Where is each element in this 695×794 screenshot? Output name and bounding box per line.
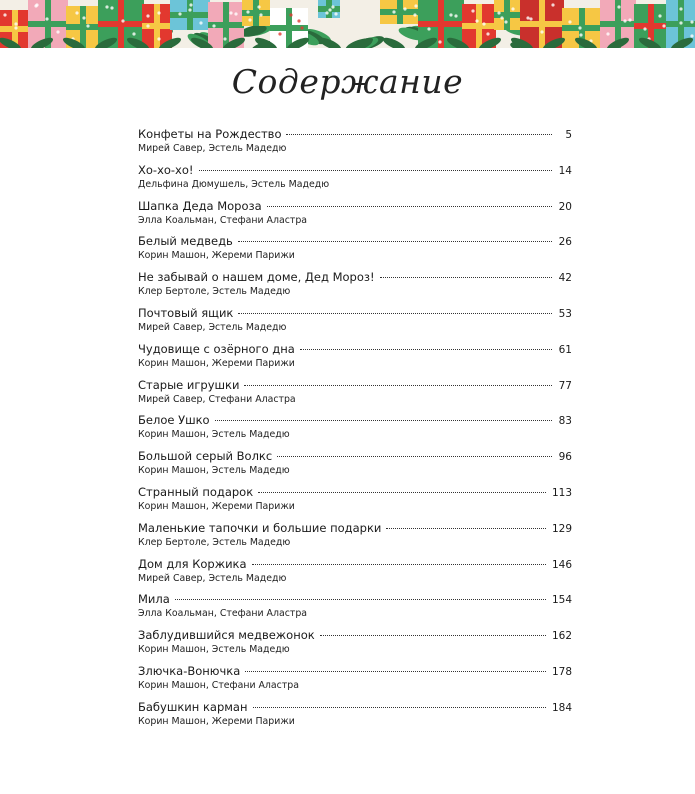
toc-entry[interactable] (138, 412, 572, 448)
page-number: 77 (558, 379, 572, 392)
story-title: Злючка-Вонючка (138, 663, 241, 678)
toc-entry-line (138, 663, 572, 680)
toc-entry-line (138, 591, 572, 608)
story-authors: Клер Бертоле, Эстель Мадедю (138, 536, 291, 548)
toc-entry[interactable] (138, 484, 572, 520)
toc-entry-line (138, 520, 572, 537)
toc-entry-line (138, 484, 572, 501)
dot-leader (238, 241, 552, 242)
story-title: Белое Ушко (138, 413, 210, 428)
story-authors: Корин Машон, Жереми Парижи (138, 715, 295, 727)
story-authors: Элла Коальман, Стефани Аластра (138, 608, 308, 620)
toc-entry-line (138, 448, 572, 465)
story-authors: Мирей Савер, Эстель Мадедю (138, 321, 287, 333)
story-authors: Корин Машон, Эстель Мадедю (138, 465, 290, 477)
toc-entry-line (138, 269, 572, 286)
story-authors: Мирей Савер, Стефани Аластра (138, 393, 296, 405)
dot-leader (386, 528, 546, 529)
page-number: 184 (551, 701, 572, 714)
page-number: 14 (558, 164, 572, 177)
toc-entry[interactable] (138, 520, 572, 556)
page-number: 5 (565, 129, 572, 141)
dot-leader (244, 385, 552, 386)
toc-entry-line (138, 341, 572, 358)
story-title: Большой серый Волкс (138, 449, 273, 464)
toc-entry-line (138, 305, 572, 322)
story-authors: Корин Машон, Жереми Парижи (138, 250, 295, 262)
table-of-contents (138, 126, 572, 735)
toc-entry[interactable] (138, 126, 572, 162)
toc-entry-line (138, 233, 572, 250)
page-number: 162 (551, 630, 572, 643)
toc-entry[interactable] (138, 233, 572, 269)
page-number: 96 (558, 451, 572, 464)
page-number: 26 (558, 236, 572, 249)
toc-entry-line (138, 699, 572, 716)
toc-entry[interactable] (138, 448, 572, 484)
toc-entry[interactable] (138, 627, 572, 663)
dot-leader (199, 170, 552, 171)
toc-entry-line (138, 412, 572, 429)
story-title: Маленькие тапочки и большие подарки (138, 520, 382, 535)
story-authors: Корин Машон, Жереми Парижи (138, 357, 295, 369)
page-number: 53 (558, 307, 572, 320)
toc-entry-line (138, 556, 572, 573)
dot-leader (286, 134, 552, 135)
story-title: Конфеты на Рождество (138, 127, 282, 141)
dot-leader (245, 671, 546, 672)
story-title: Странный подарок (138, 484, 254, 499)
dot-leader (215, 420, 552, 421)
page-number: 83 (558, 415, 572, 428)
toc-entry-line (138, 126, 572, 143)
page-number: 129 (551, 522, 572, 535)
story-authors: Корин Машон, Стефани Аластра (138, 679, 299, 691)
toc-entry[interactable] (138, 269, 572, 305)
toc-entry[interactable] (138, 556, 572, 592)
toc-entry-line (138, 377, 572, 394)
toc-entry[interactable] (138, 305, 572, 341)
dot-leader (258, 492, 546, 493)
story-authors: Дельфина Дюмушель, Эстель Мадедю (138, 178, 330, 190)
toc-entry-line (138, 162, 572, 179)
gift-box-banner (0, 0, 695, 48)
story-authors: Клер Бертоле, Эстель Мадедю (138, 286, 291, 298)
page-title: Содержание (231, 62, 464, 101)
dot-leader (277, 456, 552, 457)
story-title: Заблудившийся медвежонок (138, 628, 315, 643)
story-title: Почтовый ящик (138, 305, 234, 320)
page-number: 154 (551, 594, 572, 607)
page-number: 42 (558, 272, 572, 285)
dot-leader (380, 277, 552, 278)
dot-leader (252, 564, 546, 565)
dot-leader (238, 313, 552, 314)
toc-entry[interactable] (138, 699, 572, 735)
story-title: Не забывай о нашем доме, Дед Мороз! (138, 270, 375, 285)
page-number: 146 (551, 558, 572, 571)
toc-entry[interactable] (138, 377, 572, 413)
story-authors: Корин Машон, Жереми Парижи (138, 500, 295, 512)
story-title: Старые игрушки (138, 377, 240, 392)
story-title: Дом для Коржика (138, 556, 247, 571)
story-title: Хо-хо-хо! (138, 162, 194, 177)
toc-entry[interactable] (138, 591, 572, 627)
dot-leader (253, 707, 546, 708)
page-number: 20 (558, 200, 572, 213)
toc-entry[interactable] (138, 341, 572, 377)
toc-entry-line (138, 627, 572, 644)
gift-box-illustration (0, 0, 695, 48)
story-title: Бабушкин карман (138, 699, 248, 714)
story-title: Чудовище с озёрного дна (138, 341, 295, 356)
story-authors: Корин Машон, Эстель Мадедю (138, 429, 290, 441)
story-authors: Мирей Савер, Эстель Мадедю (138, 143, 287, 154)
page-number: 61 (558, 343, 572, 356)
toc-entry[interactable] (138, 162, 572, 198)
toc-entry[interactable] (138, 198, 572, 234)
story-title: Белый медведь (138, 234, 233, 249)
story-authors: Элла Коальман, Стефани Аластра (138, 214, 308, 226)
story-authors: Корин Машон, Эстель Мадедю (138, 644, 290, 656)
dot-leader (267, 206, 552, 207)
story-title: Мила (138, 592, 170, 607)
dot-leader (320, 635, 546, 636)
page-number: 178 (551, 665, 572, 678)
story-title: Шапка Деда Мороза (138, 198, 262, 213)
story-authors: Мирей Савер, Эстель Мадедю (138, 572, 287, 584)
dot-leader (300, 349, 552, 350)
dot-leader (175, 599, 546, 600)
page-number: 113 (551, 486, 572, 499)
toc-entry[interactable] (138, 663, 572, 699)
toc-entry-line (138, 198, 572, 215)
